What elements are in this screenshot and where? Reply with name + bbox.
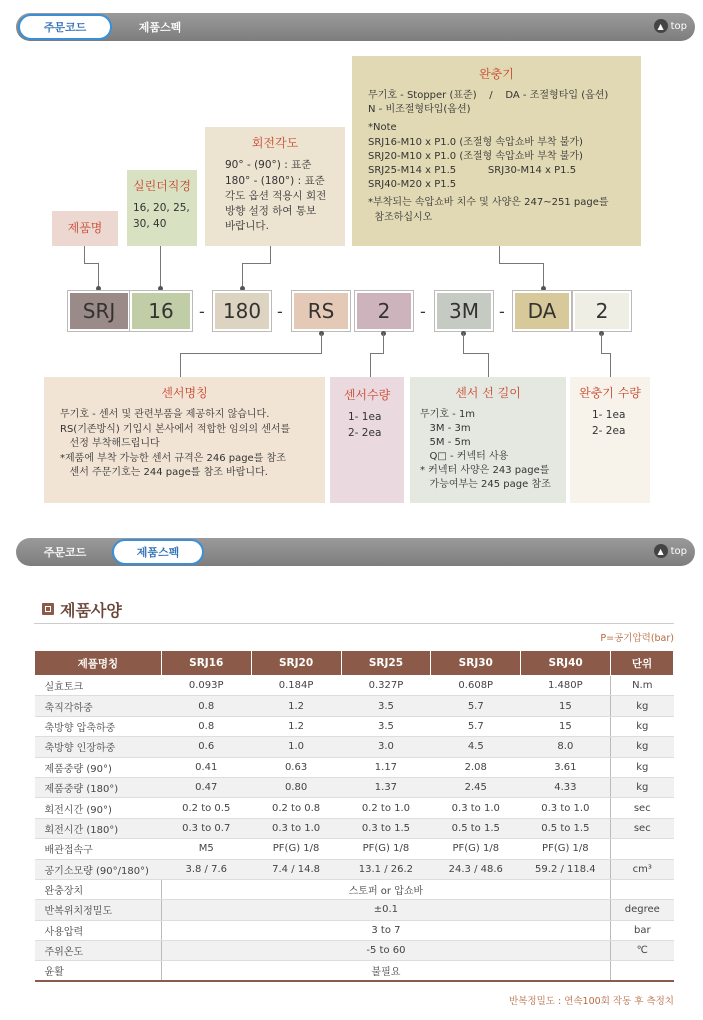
col-header: SRJ30 — [431, 651, 521, 676]
table-cell: 59.2 / 118.4 — [521, 859, 611, 879]
code-dash: - — [499, 302, 505, 321]
connector — [180, 353, 322, 354]
table-row — [35, 676, 674, 696]
box-sensor-qty — [330, 377, 404, 503]
table-cell: 8.0 — [521, 737, 611, 757]
table-cell: 0.184P — [251, 676, 341, 696]
table-cell: PF(G) 1/8 — [341, 839, 431, 859]
box-title: 완충기 수량 — [579, 386, 641, 400]
table-cell: 24.3 / 48.6 — [431, 859, 521, 879]
code-sensor-qty: 2 — [355, 291, 413, 331]
tab-bar-spec — [16, 538, 695, 566]
table-row — [35, 941, 674, 961]
unit-cell — [611, 879, 674, 899]
unit-cell: degree — [611, 900, 674, 920]
box-bore — [127, 170, 197, 246]
table-cell: 0.41 — [161, 757, 251, 777]
table-row — [35, 798, 674, 818]
table-cell: 1.17 — [341, 757, 431, 777]
col-header: SRJ40 — [521, 651, 611, 676]
table-cell: 3.0 — [341, 737, 431, 757]
table-row — [35, 818, 674, 838]
connector — [601, 333, 602, 353]
box-line: 1- 1ea — [348, 411, 382, 424]
box-line: 가능여부는 245 page 참조 — [420, 478, 551, 490]
table-cell: 5.7 — [431, 716, 521, 736]
row-label: 회전시간 (180°) — [35, 818, 162, 838]
unit-cell: kg — [611, 696, 674, 716]
table-cell: 0.3 to 1.0 — [431, 798, 521, 818]
table-cell: 2.45 — [431, 777, 521, 797]
table-cell: 0.6 — [161, 737, 251, 757]
chevron-up-icon: ▲ — [654, 19, 668, 33]
table-row — [35, 839, 674, 859]
box-line: SRJ25-M14 x P1.5 SRJ30-M14 x P1.5 — [368, 164, 577, 176]
box-line: 선정 부착해드립니다 — [60, 438, 160, 450]
box-line: 1- 1ea — [592, 409, 626, 422]
row-label: 윤활 — [35, 961, 162, 981]
top-link[interactable] — [654, 544, 687, 558]
box-line: 무기호 - 센서 및 관련부품을 제공하지 않습니다. — [60, 409, 270, 421]
table-cell: 3.61 — [521, 757, 611, 777]
table-row — [35, 737, 674, 757]
table-row — [35, 961, 674, 981]
section-divider — [34, 623, 674, 624]
chevron-up-icon: ▲ — [654, 544, 668, 558]
box-line: 바랍니다. — [225, 220, 269, 233]
table-cell: 15 — [521, 696, 611, 716]
connector — [383, 333, 384, 353]
table-cell: 15 — [521, 716, 611, 736]
code-cushion-qty: 2 — [573, 291, 631, 331]
table-cell: 4.33 — [521, 777, 611, 797]
table-cell: 0.3 to 0.7 — [161, 818, 251, 838]
row-label: 반복위치정밀도 — [35, 900, 162, 920]
table-cell: 13.1 / 26.2 — [341, 859, 431, 879]
table-row — [35, 859, 674, 879]
tab-spec[interactable]: 제품스펙 — [112, 539, 204, 565]
row-label: 공기소모량 (90°/180°) — [35, 859, 162, 879]
table-cell: 5.7 — [431, 696, 521, 716]
row-label: 제품중량 (180°) — [35, 777, 162, 797]
table-cell: 0.8 — [161, 696, 251, 716]
code-dash: - — [277, 302, 283, 321]
box-title: 실린더직경 — [133, 179, 191, 193]
table-row — [35, 900, 674, 920]
table-cell: 불필요 — [161, 961, 610, 981]
row-label: 축직각하중 — [35, 696, 162, 716]
code-dash: - — [199, 302, 205, 321]
table-cell: 0.3 to 1.0 — [251, 818, 341, 838]
unit-cell: N.m — [611, 676, 674, 696]
tab-order-code[interactable]: 주문코드 — [43, 546, 87, 559]
box-title: 완충기 — [479, 67, 514, 81]
table-cell: 0.47 — [161, 777, 251, 797]
unit-cell: kg — [611, 777, 674, 797]
top-label: top — [670, 20, 687, 32]
connector — [488, 353, 489, 377]
footnote: 반복정밀도 : 연속100회 작동 후 측정치 — [509, 996, 674, 1007]
box-line: 2- 2ea — [592, 424, 626, 437]
connector — [463, 353, 488, 354]
box-line: 180° - (180°) : 표준 — [225, 174, 325, 187]
table-cell: -5 to 60 — [161, 941, 610, 961]
box-line: 30, 40 — [133, 217, 167, 230]
table-cell: 1.2 — [251, 696, 341, 716]
table-cell: 0.63 — [251, 757, 341, 777]
box-line: 90° - (90°) : 표준 — [225, 159, 312, 172]
box-product-name — [52, 211, 118, 246]
code-dash: - — [420, 302, 426, 321]
connector — [270, 246, 271, 263]
table-cell: 1.37 — [341, 777, 431, 797]
box-line: * 커넥터 사양은 243 page를 — [420, 464, 550, 476]
box-title: 센서명칭 — [161, 386, 208, 400]
unit-cell: sec — [611, 818, 674, 838]
row-label: 사용압력 — [35, 920, 162, 940]
top-label: top — [670, 545, 687, 557]
connector — [84, 246, 85, 263]
table-row — [35, 777, 674, 797]
code-sensor-name: RS — [292, 291, 350, 331]
table-cell: PF(G) 1/8 — [521, 839, 611, 859]
table-cell: 7.4 / 14.8 — [251, 859, 341, 879]
box-sensor-name — [44, 377, 325, 503]
row-label: 실효토크 — [35, 676, 162, 696]
col-header: SRJ20 — [251, 651, 341, 676]
unit-cell: sec — [611, 798, 674, 818]
table-cell: 4.5 — [431, 737, 521, 757]
table-cell: 0.608P — [431, 676, 521, 696]
tab-spec[interactable]: 제품스펙 — [138, 21, 182, 34]
code-series: SRJ — [68, 291, 130, 331]
tab-order-code[interactable]: 주문코드 — [18, 14, 112, 40]
table-row — [35, 757, 674, 777]
connector — [180, 353, 181, 377]
table-cell: 0.5 to 1.5 — [431, 818, 521, 838]
spec-table — [34, 650, 674, 982]
box-line: 센서 주문기호는 244 page를 참조 바랍니다. — [60, 467, 268, 479]
code-bore: 16 — [130, 291, 192, 331]
table-cell: 0.8 — [161, 716, 251, 736]
row-label: 배관접속구 — [35, 839, 162, 859]
row-label: 주위온도 — [35, 941, 162, 961]
table-cell: 1.2 — [251, 716, 341, 736]
connector — [370, 353, 384, 354]
table-cell: 0.80 — [251, 777, 341, 797]
box-rotation-angle — [205, 127, 345, 246]
table-cell: 0.3 to 1.5 — [341, 818, 431, 838]
table-cell: 0.093P — [161, 676, 251, 696]
top-link[interactable] — [654, 19, 687, 33]
connector — [160, 246, 161, 291]
row-label: 완충장치 — [35, 879, 162, 899]
box-title: 회전각도 — [251, 136, 299, 150]
table-cell: 0.2 to 0.5 — [161, 798, 251, 818]
box-cushion — [352, 56, 641, 246]
row-label: 제품중량 (90°) — [35, 757, 162, 777]
row-label: 축방향 압축하중 — [35, 716, 162, 736]
box-cable-length — [410, 377, 566, 503]
box-line: Q□ - 커넥터 사용 — [420, 450, 509, 462]
unit-cell: kg — [611, 716, 674, 736]
table-header-row — [35, 651, 674, 676]
box-line: SRJ40-M20 x P1.5 — [368, 179, 457, 191]
connector — [499, 246, 500, 263]
table-cell: M5 — [161, 839, 251, 859]
connector — [84, 263, 98, 264]
code-angle: 180 — [213, 291, 271, 331]
table-cell: 3 to 7 — [161, 920, 610, 940]
pressure-note: P=공기압력(bar) — [600, 633, 674, 644]
table-cell: 2.08 — [431, 757, 521, 777]
row-label: 회전시간 (90°) — [35, 798, 162, 818]
box-line: 방향 설정 하여 통보 — [225, 205, 317, 218]
section-title: 제품사양 — [60, 601, 122, 620]
col-header: SRJ25 — [341, 651, 431, 676]
table-cell: 1.0 — [251, 737, 341, 757]
col-header: SRJ16 — [161, 651, 251, 676]
box-line: *제품에 부착 가능한 센서 규격은 246 page를 참조 — [60, 452, 286, 464]
box-line: N - 비조절형타입(옵션) — [368, 104, 471, 116]
unit-cell: bar — [611, 920, 674, 940]
box-line: RS(기존방식) 기입시 본사에서 적합한 임의의 센서를 — [60, 423, 291, 435]
row-label: 축방향 인장하중 — [35, 737, 162, 757]
box-line: SRJ20-M10 x P1.0 (조절형 속압쇼바 부착 불가) — [368, 150, 583, 162]
unit-cell — [611, 961, 674, 981]
unit-cell: cm³ — [611, 859, 674, 879]
unit-cell: kg — [611, 737, 674, 757]
box-line: SRJ16-M10 x P1.0 (조절형 속압쇼바 부착 불가) — [368, 136, 583, 148]
box-line: 무기호 - 1m — [420, 408, 476, 420]
box-line: 5M - 5m — [420, 436, 471, 448]
code-cushion: DA — [513, 291, 571, 331]
connector — [321, 333, 322, 353]
unit-cell — [611, 839, 674, 859]
box-line: 3M - 3m — [420, 422, 471, 434]
box-title: 센서 선 길이 — [455, 386, 521, 400]
connector — [610, 353, 611, 377]
box-title: 센서수량 — [343, 388, 391, 402]
tab-bar-top — [16, 13, 695, 41]
table-cell: 0.327P — [341, 676, 431, 696]
table-cell: 0.5 to 1.5 — [521, 818, 611, 838]
box-line: 2- 2ea — [348, 426, 382, 439]
table-cell: 0.2 to 0.8 — [251, 798, 341, 818]
col-header: 제품명칭 — [35, 651, 162, 676]
box-line: 각도 옵션 적용시 회전 — [225, 189, 327, 202]
table-cell: 3.5 — [341, 696, 431, 716]
table-cell: PF(G) 1/8 — [251, 839, 341, 859]
unit-cell: ℃ — [611, 941, 674, 961]
code-cable: 3M — [435, 291, 493, 331]
box-cushion-qty — [570, 377, 650, 503]
connector — [370, 353, 371, 377]
connector — [463, 333, 464, 353]
table-row — [35, 920, 674, 940]
connector — [242, 263, 271, 264]
table-cell: 0.3 to 1.0 — [521, 798, 611, 818]
table-row — [35, 879, 674, 899]
table-cell: ±0.1 — [161, 900, 610, 920]
table-cell: 0.2 to 1.0 — [341, 798, 431, 818]
box-line: 무기호 - Stopper (표준) / DA - 조절형타입 (옵션) — [368, 90, 609, 102]
table-cell: 1.480P — [521, 676, 611, 696]
box-line: 16, 20, 25, — [133, 202, 190, 215]
col-header: 단위 — [611, 651, 674, 676]
box-line: *Note — [368, 122, 397, 134]
box-line: *부착되는 속압쇼바 치수 및 사양은 247~251 page를 — [368, 197, 609, 209]
table-cell: PF(G) 1/8 — [431, 839, 521, 859]
table-row — [35, 696, 674, 716]
table-cell: 3.5 — [341, 716, 431, 736]
box-title: 제품명 — [67, 220, 103, 235]
section-bullet-icon — [42, 603, 54, 615]
table-row — [35, 716, 674, 736]
connector — [499, 263, 543, 264]
table-cell: 스토퍼 or 압쇼바 — [161, 879, 610, 899]
unit-cell: kg — [611, 757, 674, 777]
box-line: 참조하십시오 — [368, 211, 433, 223]
connector — [601, 353, 610, 354]
table-cell: 3.8 / 7.6 — [161, 859, 251, 879]
